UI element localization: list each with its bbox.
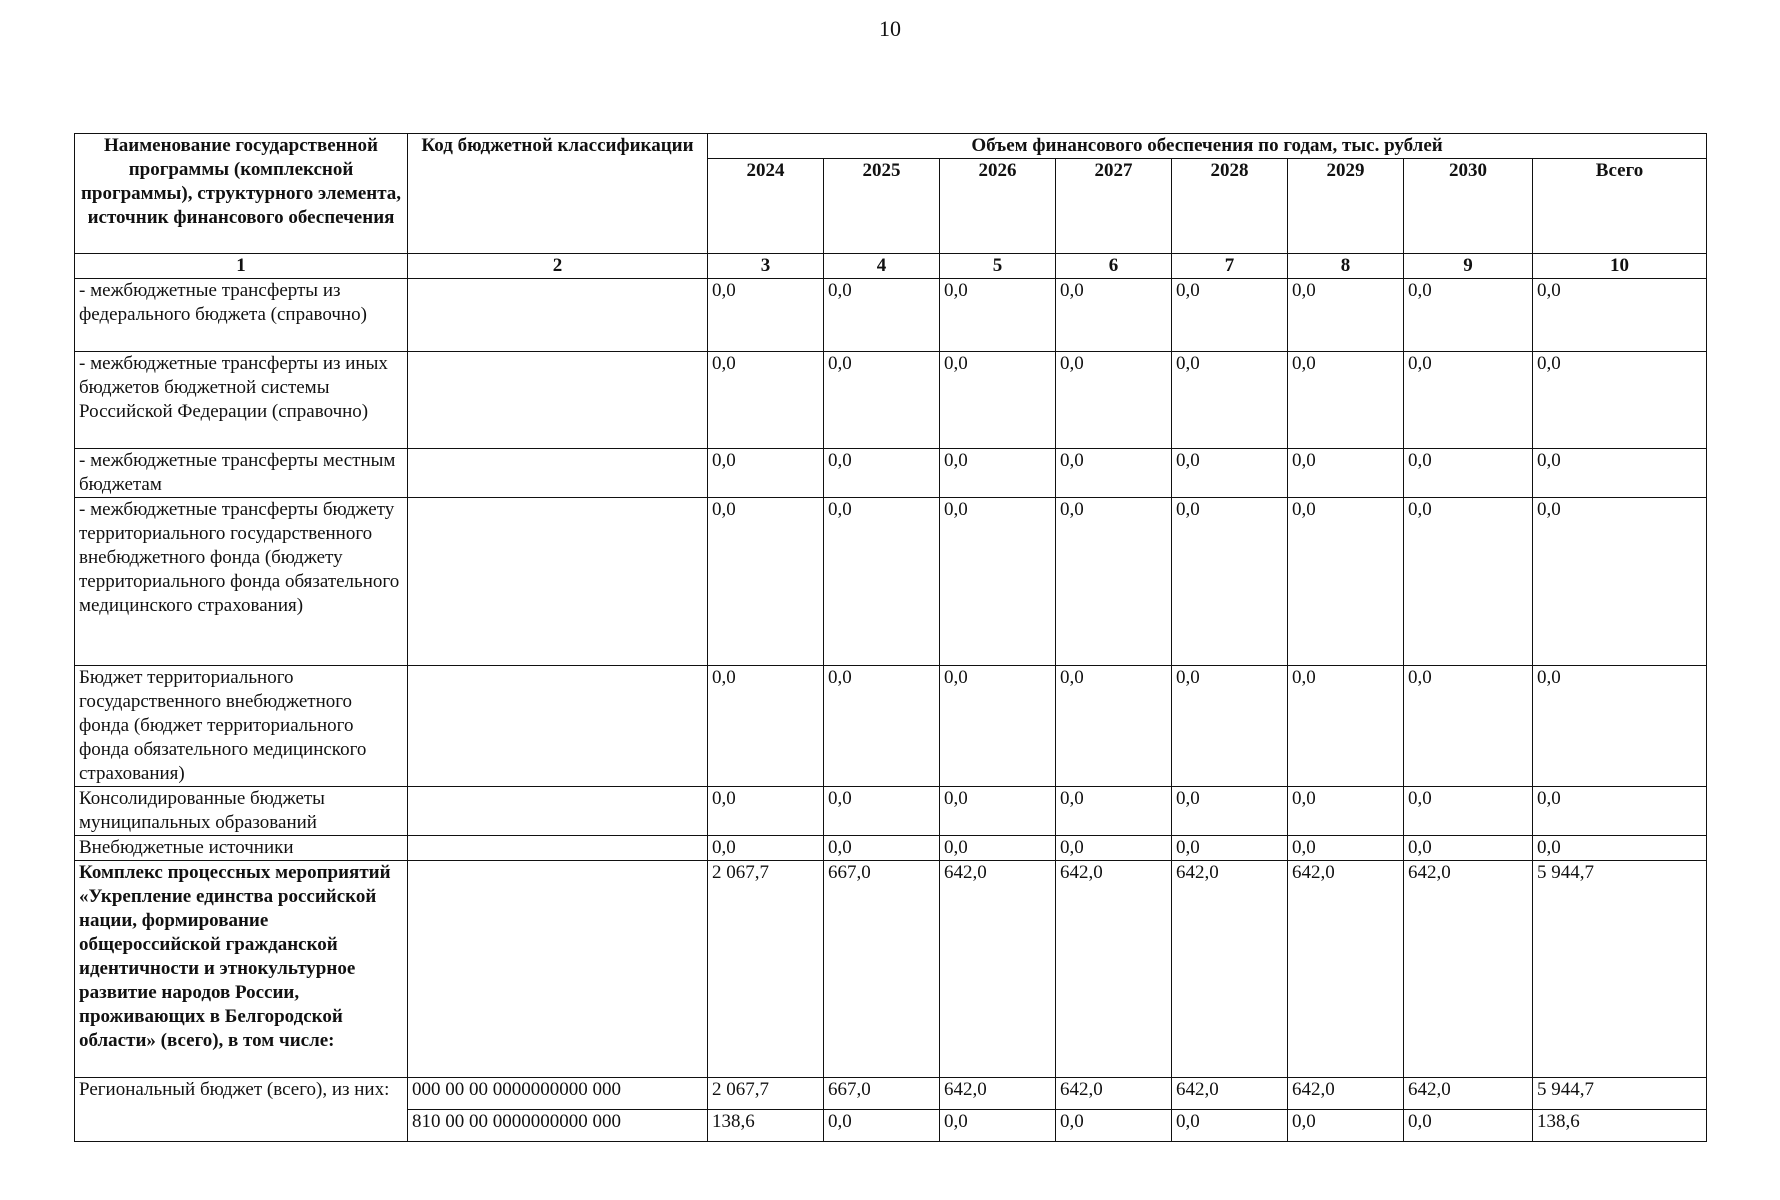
row-value: 667,0: [824, 861, 940, 1078]
row-value: 642,0: [1404, 861, 1533, 1078]
row-value: 0,0: [1056, 279, 1172, 352]
row-name: Внебюджетные источники: [75, 836, 408, 861]
row-value: 0,0: [940, 279, 1056, 352]
row-value: 642,0: [940, 861, 1056, 1078]
header-total: Всего: [1533, 159, 1707, 254]
header-year: 2025: [824, 159, 940, 254]
row-name: - межбюджетные трансферты из иных бюджетов бюджетной системы Российской Федерации (справочно): [75, 352, 408, 449]
header-year: 2024: [708, 159, 824, 254]
table-row: [75, 861, 1707, 1078]
row-name: - межбюджетные трансферты бюджету территориального государственного внебюджетного фонда (бюджету территориального фонда обязательного медицинского страхования): [75, 498, 408, 666]
row-value: 0,0: [824, 352, 940, 449]
row-code: [408, 666, 708, 787]
column-number: 1: [75, 254, 408, 279]
row-value: 0,0: [940, 666, 1056, 787]
row-value: 0,0: [824, 666, 940, 787]
row-value: 0,0: [1533, 787, 1707, 836]
row-value: 0,0: [1404, 279, 1533, 352]
table-row: [75, 449, 1707, 498]
row-value: 667,0: [824, 1078, 940, 1110]
row-value: 0,0: [708, 787, 824, 836]
row-value: 0,0: [824, 836, 940, 861]
row-value: 0,0: [1056, 836, 1172, 861]
column-number: 8: [1288, 254, 1404, 279]
row-name: - межбюджетные трансферты из федерального бюджета (справочно): [75, 279, 408, 352]
row-value: 0,0: [1533, 352, 1707, 449]
row-value: 642,0: [1288, 1078, 1404, 1110]
financing-table: [74, 133, 1707, 1142]
row-name: Бюджет территориального государственного внебюджетного фонда (бюджет территориального фонда обязательного медицинского страхования): [75, 666, 408, 787]
row-value: 0,0: [708, 279, 824, 352]
row-value: 642,0: [1172, 1078, 1288, 1110]
row-value: 0,0: [1288, 352, 1404, 449]
header-year: 2029: [1288, 159, 1404, 254]
header-year: 2026: [940, 159, 1056, 254]
row-value: 0,0: [1404, 836, 1533, 861]
row-value: 0,0: [1172, 449, 1288, 498]
row-value: 138,6: [1533, 1110, 1707, 1142]
table-row: [75, 1078, 1707, 1110]
column-number: 2: [408, 254, 708, 279]
row-value: 0,0: [824, 449, 940, 498]
row-value: 0,0: [1404, 352, 1533, 449]
header-year: 2030: [1404, 159, 1533, 254]
row-value: 0,0: [1056, 666, 1172, 787]
row-value: 0,0: [1288, 449, 1404, 498]
row-value: 0,0: [1533, 449, 1707, 498]
row-value: 642,0: [1172, 861, 1288, 1078]
row-code: [408, 787, 708, 836]
row-value: 0,0: [1288, 787, 1404, 836]
table-row: [75, 279, 1707, 352]
row-name: Консолидированные бюджеты муниципальных образований: [75, 787, 408, 836]
row-value: 0,0: [1533, 498, 1707, 666]
row-code: [408, 449, 708, 498]
column-number: 3: [708, 254, 824, 279]
row-value: 0,0: [1533, 279, 1707, 352]
row-value: 0,0: [940, 836, 1056, 861]
row-code: 000 00 00 0000000000 000: [408, 1078, 708, 1110]
row-value: 0,0: [1288, 279, 1404, 352]
row-value: 0,0: [824, 279, 940, 352]
column-number: 10: [1533, 254, 1707, 279]
row-value: 0,0: [1404, 1110, 1533, 1142]
table-row: [75, 498, 1707, 666]
header-code: Код бюджетной классификации: [408, 134, 708, 254]
page-number: 10: [879, 16, 901, 41]
column-number: 5: [940, 254, 1056, 279]
row-value: 642,0: [1056, 1078, 1172, 1110]
row-value: 0,0: [1288, 666, 1404, 787]
row-value: 2 067,7: [708, 861, 824, 1078]
row-value: 0,0: [824, 787, 940, 836]
row-value: 0,0: [1288, 836, 1404, 861]
row-value: 138,6: [708, 1110, 824, 1142]
row-value: 0,0: [1288, 498, 1404, 666]
row-name: - межбюджетные трансферты местным бюджетам: [75, 449, 408, 498]
row-name: Комплекс процессных мероприятий «Укрепление единства российской нации, формирование общероссийской гражданской идентичности и этнокультурное развитие народов России, проживающих в Белгородской области» (всего), в том числе:: [75, 861, 408, 1078]
row-value: 0,0: [708, 836, 824, 861]
row-code: [408, 279, 708, 352]
row-value: 642,0: [940, 1078, 1056, 1110]
table-row: [75, 836, 1707, 861]
table-row: [75, 787, 1707, 836]
row-code: 810 00 00 0000000000 000: [408, 1110, 708, 1142]
row-value: 0,0: [1056, 1110, 1172, 1142]
row-value: 0,0: [1172, 836, 1288, 861]
row-value: 0,0: [708, 666, 824, 787]
column-number-row: [75, 254, 1707, 279]
header-year: 2027: [1056, 159, 1172, 254]
row-value: 0,0: [940, 1110, 1056, 1142]
row-value: 642,0: [1056, 861, 1172, 1078]
row-value: 5 944,7: [1533, 861, 1707, 1078]
row-value: 0,0: [1056, 352, 1172, 449]
row-value: 0,0: [708, 498, 824, 666]
row-value: 0,0: [940, 449, 1056, 498]
row-code: [408, 861, 708, 1078]
row-value: 0,0: [1056, 449, 1172, 498]
row-value: 0,0: [1404, 666, 1533, 787]
row-value: 0,0: [708, 449, 824, 498]
row-value: 0,0: [1172, 1110, 1288, 1142]
row-value: 0,0: [940, 787, 1056, 836]
row-value: 0,0: [940, 498, 1056, 666]
row-value: 0,0: [1172, 352, 1288, 449]
row-code: [408, 352, 708, 449]
row-value: 0,0: [1533, 666, 1707, 787]
row-value: 0,0: [1056, 787, 1172, 836]
column-number: 7: [1172, 254, 1288, 279]
row-name: Региональный бюджет (всего), из них:: [75, 1078, 408, 1142]
column-number: 9: [1404, 254, 1533, 279]
header-volume: Объем финансового обеспечения по годам, тыс. рублей: [708, 134, 1707, 159]
row-value: 0,0: [824, 1110, 940, 1142]
row-value: 0,0: [1172, 279, 1288, 352]
column-number: 4: [824, 254, 940, 279]
table-row: [75, 666, 1707, 787]
row-value: 0,0: [940, 352, 1056, 449]
row-value: 5 944,7: [1533, 1078, 1707, 1110]
row-value: 0,0: [824, 498, 940, 666]
header-name: Наименование государственной программы (комплексной программы), структурного элемента, источник финансового обеспечения: [75, 134, 408, 254]
row-value: 0,0: [708, 352, 824, 449]
row-value: 642,0: [1404, 1078, 1533, 1110]
header-year: 2028: [1172, 159, 1288, 254]
row-value: 0,0: [1172, 498, 1288, 666]
table-row: [75, 352, 1707, 449]
row-value: 642,0: [1288, 861, 1404, 1078]
column-number: 6: [1056, 254, 1172, 279]
row-value: 2 067,7: [708, 1078, 824, 1110]
row-value: 0,0: [1404, 449, 1533, 498]
row-code: [408, 498, 708, 666]
row-value: 0,0: [1288, 1110, 1404, 1142]
row-value: 0,0: [1172, 666, 1288, 787]
row-value: 0,0: [1172, 787, 1288, 836]
row-value: 0,0: [1404, 787, 1533, 836]
row-code: [408, 836, 708, 861]
row-value: 0,0: [1056, 498, 1172, 666]
row-value: 0,0: [1533, 836, 1707, 861]
row-value: 0,0: [1404, 498, 1533, 666]
